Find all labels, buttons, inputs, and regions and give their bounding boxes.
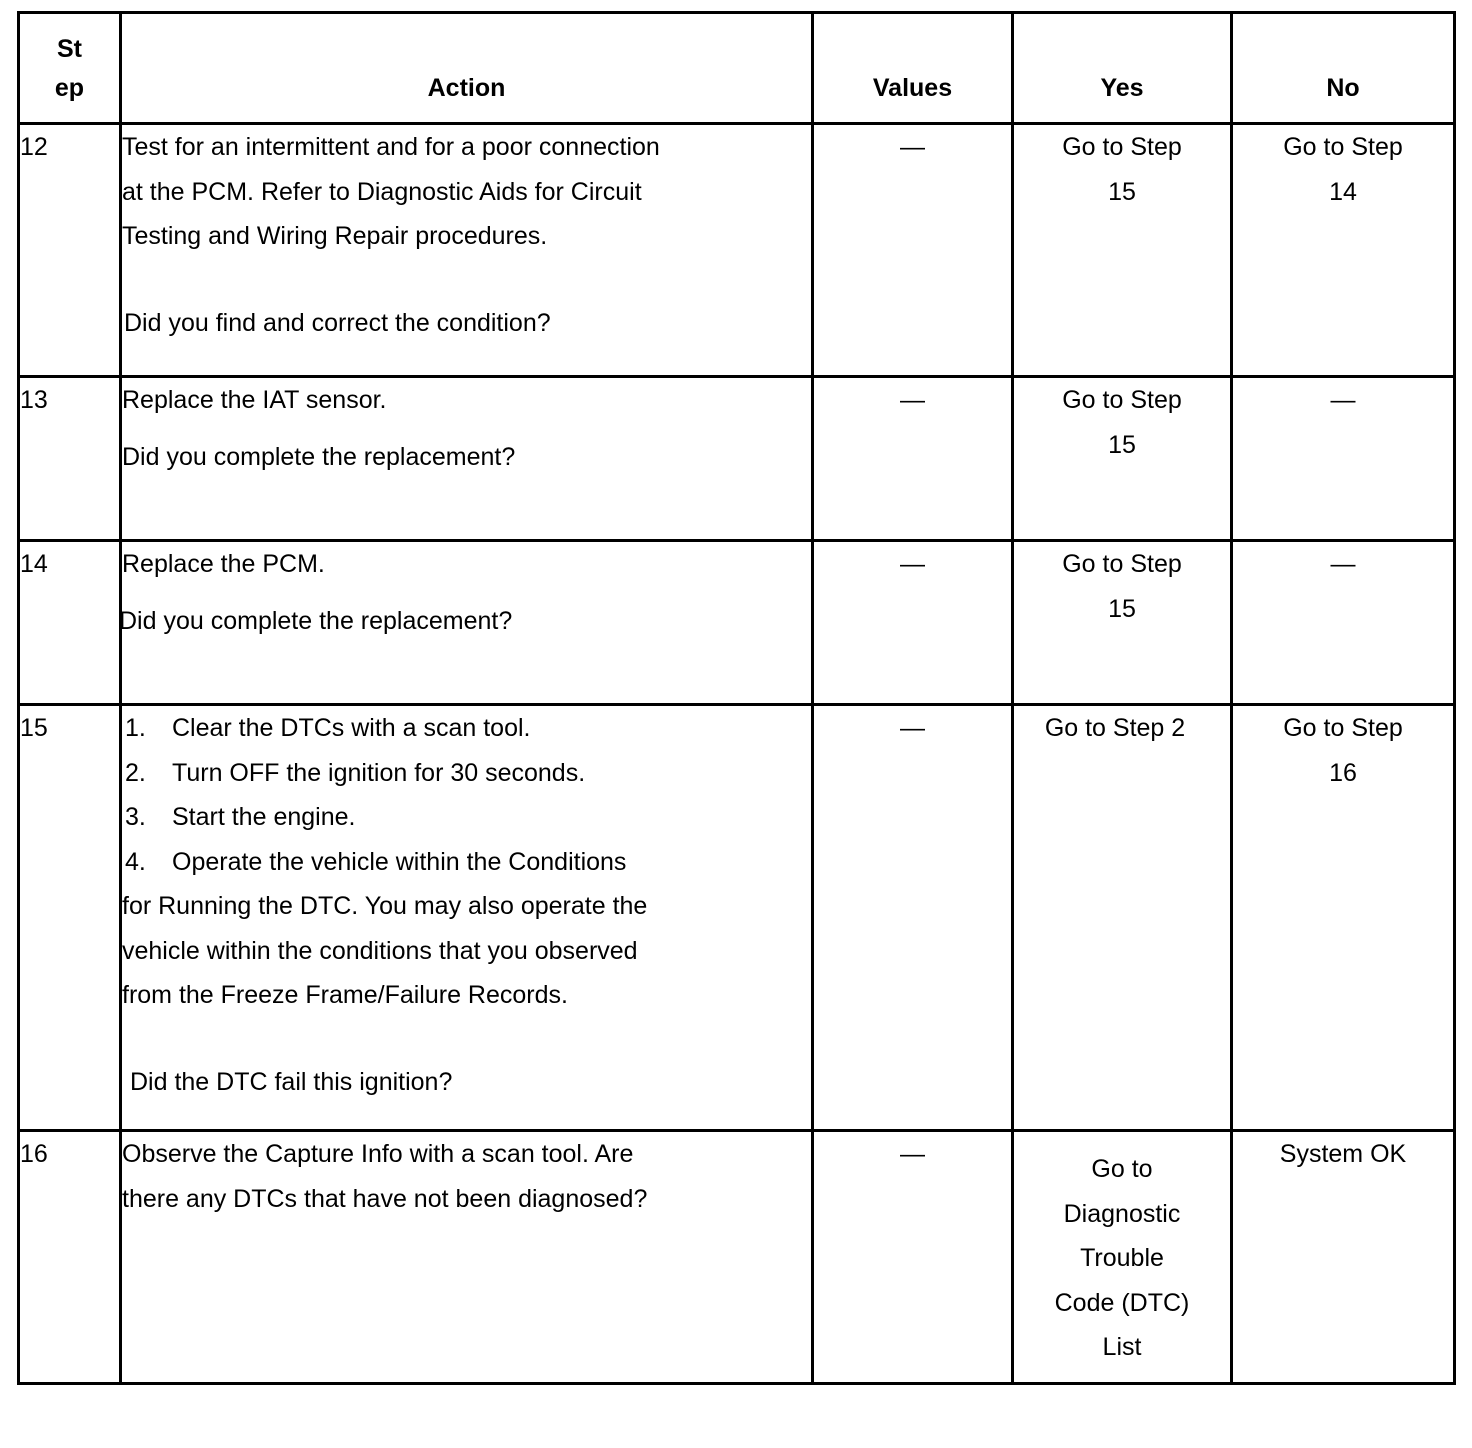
table-row [19,377,1455,541]
action-line: Replace the PCM. [122,550,325,578]
yes-link[interactable] [1014,1147,1230,1370]
action-question: Did you find and correct the condition? [124,308,551,337]
no-line: 14 [1329,177,1357,206]
yes-cell [1013,1131,1232,1384]
values-cell [813,1131,1013,1384]
action-cell [121,705,813,1131]
header-values: Values [813,13,1013,124]
action-cell [121,377,813,541]
yes-line: Go to Step 2 [1044,714,1186,742]
yes-line: Go to Step [1062,550,1182,578]
table-row [19,541,1455,705]
action-line: Testing and Wiring Repair procedures. [122,222,548,250]
values-dash: — [900,386,925,414]
table-row [19,705,1455,1131]
diagnostic-table [17,11,1456,1385]
header-action: Action [121,13,813,124]
yes-link[interactable] [1014,542,1230,631]
yes-line: Code (DTC) [1054,1288,1190,1317]
action-question: Did you complete the replacement? [119,606,513,635]
step-number: 16 [19,1131,121,1384]
no-dash: — [1330,386,1356,414]
table-row [19,1131,1455,1384]
step-number: 15 [19,705,121,1131]
numbered-steps [122,706,811,884]
values-dash: — [900,1140,925,1168]
action-cell [121,541,813,705]
step-index: 4. [125,847,146,876]
step-text: Operate the vehicle within the Conditions [172,847,627,876]
values-cell [813,124,1013,377]
no-link[interactable] [1233,706,1453,795]
action-line: Test for an intermittent and for a poor connection [122,133,660,161]
action-cell [121,124,813,377]
header-row [19,13,1455,124]
action-line: Replace the IAT sensor. [122,386,387,414]
values-cell [813,705,1013,1131]
no-dash: — [1330,550,1356,578]
numbered-step [122,751,811,796]
action-question: Did the DTC fail this ignition? [130,1067,453,1096]
numbered-step [122,795,811,840]
values-cell [813,541,1013,705]
yes-line: Diagnostic [1063,1199,1181,1228]
yes-line: List [1102,1333,1142,1361]
no-link[interactable] [1233,125,1453,214]
yes-link[interactable] [1000,706,1230,751]
yes-cell [1013,124,1232,377]
no-cell [1232,377,1455,541]
values-dash: — [900,714,925,742]
header-step-label: St ep [54,35,85,102]
step-index: 3. [125,803,146,831]
yes-link[interactable] [1014,125,1230,214]
yes-cell [1013,377,1232,541]
values-cell [813,377,1013,541]
header-step [19,13,121,124]
step-index: 2. [125,758,146,787]
no-cell [1232,705,1455,1131]
step-number: 12 [19,124,121,377]
step-text: Start the engine. [172,803,356,831]
step-number: 13 [19,377,121,541]
step-text: Clear the DTCs with a scan tool. [172,714,531,742]
yes-line: Trouble [1080,1244,1164,1272]
yes-line: 15 [1108,594,1136,623]
numbered-step [122,840,811,885]
action-line: at the PCM. Refer to Diagnostic Aids for Circuit [122,177,642,206]
yes-line: 15 [1108,177,1136,206]
action-line: from the Freeze Frame/Failure Records. [122,981,568,1009]
no-cell [1232,124,1455,377]
no-cell [1232,541,1455,705]
step-index: 1. [125,714,146,742]
header-yes: Yes [1013,13,1232,124]
values-dash: — [900,550,925,578]
yes-line: Go to [1091,1155,1153,1183]
yes-cell [1013,541,1232,705]
action-line: vehicle within the conditions that you observed [122,936,638,965]
no-line: Go to Step [1283,133,1403,161]
action-line: for Running the DTC. You may also operate the [122,892,648,920]
action-cell [121,1131,813,1384]
values-dash: — [900,133,925,161]
yes-line: 15 [1108,430,1136,459]
numbered-step [122,706,811,751]
action-question: Did you complete the replacement? [122,442,516,471]
step-text: Turn OFF the ignition for 30 seconds. [172,758,586,787]
no-cell [1232,1131,1455,1384]
yes-line: Go to Step [1062,386,1182,414]
no-line: Go to Step [1283,714,1403,742]
yes-line: Go to Step [1062,133,1182,161]
header-no: No [1232,13,1455,124]
step-number: 14 [19,541,121,705]
no-result: System OK [1279,1140,1407,1168]
yes-link[interactable] [1014,378,1230,467]
yes-cell [1013,705,1232,1131]
action-line: Observe the Capture Info with a scan tool. Are [122,1140,634,1168]
action-line: there any DTCs that have not been diagnosed? [122,1184,648,1213]
no-line: 16 [1329,758,1357,787]
table-row [19,124,1455,377]
